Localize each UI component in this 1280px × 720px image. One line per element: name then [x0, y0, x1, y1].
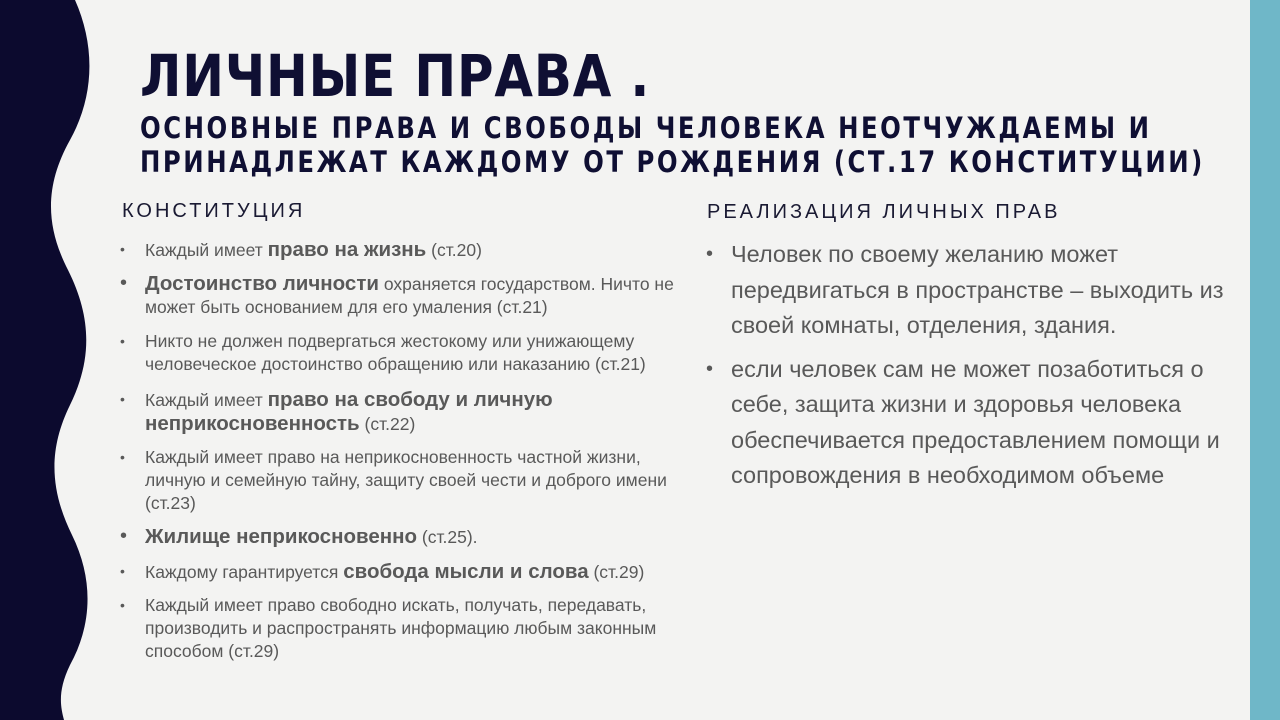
list-item: • Каждому гарантируется свобода мысли и слова (ст.29) [120, 560, 690, 584]
list-item: • Каждый имеет право на неприкосновенность частной жизни, личную и семейную тайну, защиту своей чести и доброго имени (ст.23) [120, 446, 690, 515]
realization-list [706, 237, 1236, 502]
slide-subtitle [140, 111, 1205, 179]
list-item: • Каждый имеет право на свободу и личную неприкосновенность (ст.22) [120, 388, 690, 436]
left-wave-band [0, 0, 110, 720]
subtitle-line-2: ПРИНАДЛЕЖАТ КАЖДОМУ ОТ РОЖДЕНИЯ (СТ.17 КОНСТИТУЦИИ) [140, 145, 1205, 179]
list-item: • Каждый имеет право свободно искать, получать, передавать, производить и распространять информацию любым законным способом (ст.29) [120, 594, 690, 663]
list-item: • Каждый имеет право на жизнь (ст.20) [120, 238, 690, 262]
constitution-list [120, 238, 690, 663]
list-item: • Никто не должен подвергаться жестокому или унижающему человеческое достоинство обращению или наказанию (ст.21) [120, 330, 690, 376]
list-item: • Достоинство личности охраняется государством. Ничто не может быть основанием для его умаления (ст.21) [120, 272, 690, 319]
list-item: • Человек по своему желанию может передвигаться в пространстве – выходить из своей комнаты, отделения, здания. [706, 237, 1236, 344]
list-item: • если человек сам не может позаботиться о себе, защита жизни и здоровья человека обеспечивается предоставлением помощи и сопровождения в необходимом объеме [706, 352, 1236, 494]
constitution-heading: КОНСТИТУЦИЯ [122, 200, 306, 222]
list-item: • Жилище неприкосновенно (ст.25). [120, 525, 690, 549]
subtitle-line-1: ОСНОВНЫЕ ПРАВА И СВОБОДЫ ЧЕЛОВЕКА НЕОТЧУЖДАЕМЫ И [140, 111, 1152, 145]
slide-title: ЛИЧНЫЕ ПРАВА . [140, 42, 651, 110]
realization-heading: РЕАЛИЗАЦИЯ ЛИЧНЫХ ПРАВ [707, 201, 1061, 223]
right-accent-bar [1250, 0, 1280, 720]
